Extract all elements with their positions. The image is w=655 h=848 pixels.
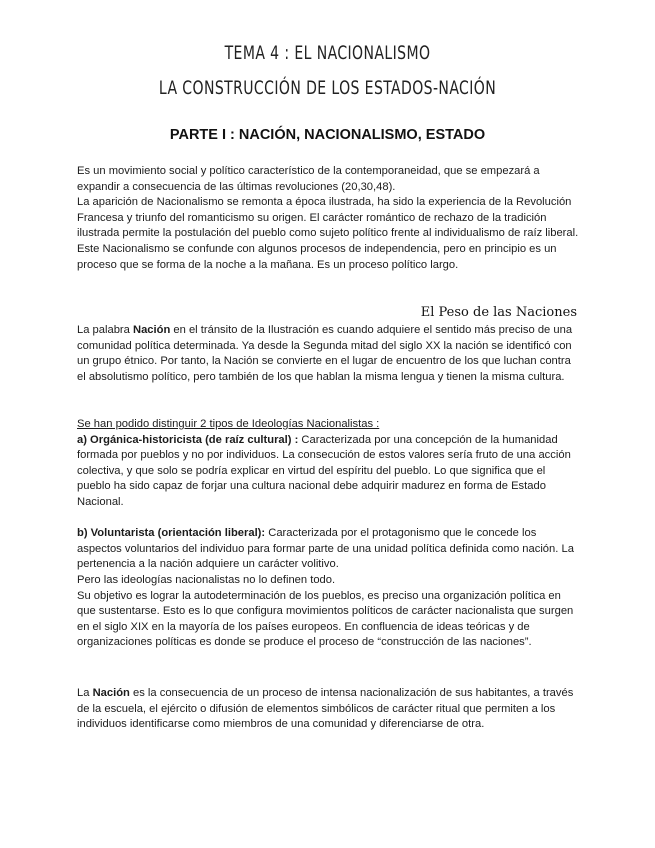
- spacer: [77, 511, 580, 527]
- text-run: en el tránsito de la Ilustración es cuando adquiere el sentido más preciso de una comunidad política determinada. Ya desde la Segunda mitad del siglo XX la nación se identificó con un grupo étnico. Por tanto, la Nación se convierte en el lugar de encuentro de los que luchan contra el absolutismo político, pero también de los que hablan la misma lengua y tienen la misma cultura.: [77, 324, 573, 383]
- ideologia-b-paragraph-3: Su objetivo es lograr la autodeterminación de los pueblos, es preciso una organización política en que sustentarse. Esto es lo que configura movimientos políticos de carácter nacionalista que surgen en el siglo XIX en la mayoría de los países europeos. En confluencia de ideas teóricas y de organizaciones políticas es donde se produce el proceso de “construcción de las naciones”.: [77, 589, 574, 649]
- ideologia-b-label: b) Voluntarista (orientación liberal):: [77, 527, 266, 540]
- intro-section: [77, 164, 580, 273]
- ideologia-b-paragraph-2: Pero las ideologías nacionalistas no lo definen todo.: [77, 573, 336, 586]
- final-section: [77, 686, 580, 733]
- ideologia-b-text: Caracterizada por el protagonismo que le concede los aspectos voluntarios del individuo para formar parte de una unidad política definida como nación. La pertenencia a la nación adquiere un carácter volitivo.: [77, 527, 574, 571]
- bold-term: Nación: [132, 324, 171, 336]
- part-heading: PARTE I : NACIÓN, NACIONALISMO, ESTADO: [169, 127, 486, 143]
- document-title: TEMA 4 : EL NACIONALISMO: [224, 42, 431, 64]
- intro-paragraph-2: La aparición de Nacionalismo se remonta a época ilustrada, ha sido la experiencia de la Revolución Francesa y triunfo del romanticismo su origen. El carácter romántico de rechazo de la tradición ilustrada permite la postulación del pueblo como sujeto político frente al individualismo de raíz liberal.: [77, 196, 579, 240]
- ideologia-a-label: a) Orgánica-historicista (de raíz cultural) :: [77, 433, 299, 446]
- text-run: es la consecuencia de un proceso de intensa nacionalización de sus habitantes, a través de la escuela, el ejército o difusión de elementos simbólicos de carácter ritual que permiten a los individuos identificarse como miembros de una comunidad y diferenciarse de otra.: [77, 687, 574, 731]
- document-subtitle: LA CONSTRUCCIÓN DE LOS ESTADOS-NACIÓN: [158, 77, 497, 99]
- intro-paragraph-1: Es un movimiento social y político característico de la contemporaneidad, que se empezará a expandir a consecuencia de las últimas revoluciones (20,30,48).: [77, 165, 540, 193]
- text-run: La: [77, 687, 93, 699]
- intro-paragraph-3: Este Nacionalismo se confunde con algunos procesos de independencia, pero en principio es un proceso que se forma de la noche a la mañana. Es un proceso político largo.: [77, 242, 557, 271]
- final-paragraph: [77, 686, 580, 733]
- text-run: La palabra: [77, 324, 133, 336]
- ideologia-b: [77, 526, 580, 573]
- ideologias-intro: Se han podido distinguir 2 tipos de Ideologías Nacionalistas :: [77, 418, 380, 430]
- ideologia-a: [77, 433, 580, 511]
- section-heading: El Peso de las Naciones: [420, 305, 577, 320]
- ideologias-section: [77, 417, 580, 651]
- nacion-paragraph: [77, 323, 580, 385]
- nacion-section: [77, 323, 580, 385]
- bold-term: Nación: [92, 687, 130, 699]
- ideologia-a-text: Caracterizada por una concepción de la humanidad formada por pueblos y no por individuos. La consecución de estos valores sería fruto de una acción colectiva, y que solo se podría explicar en virtud del espíritu del pueblo. Lo que significa que el pueblo ha sido capaz de forjar una cultura nacional debe adquirir madurez en forma de Estado Nacional.: [77, 433, 571, 508]
